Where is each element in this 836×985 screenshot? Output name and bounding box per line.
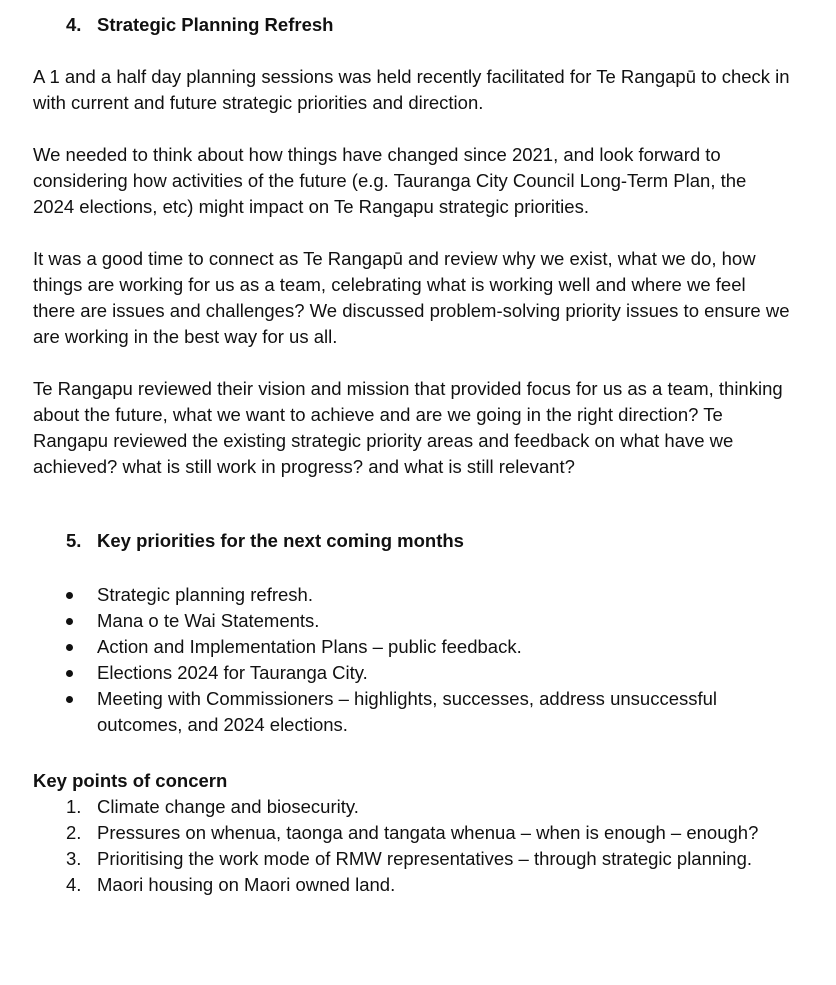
- paragraph-planning-sessions: [33, 64, 833, 116]
- list-item-text: Strategic planning refresh.: [97, 584, 313, 605]
- list-item-number: 2.: [66, 822, 82, 843]
- list-item: [66, 872, 758, 898]
- list-item: [66, 846, 758, 872]
- paragraph-line: are working in the best way for us all.: [33, 326, 338, 347]
- bullet-icon: [66, 644, 73, 651]
- list-item-text: Climate change and biosecurity.: [97, 796, 359, 817]
- bullet-icon: [66, 696, 73, 703]
- section-5-number: 5.: [66, 530, 82, 551]
- priorities-list: [62, 582, 717, 738]
- concerns-heading: Key points of concern: [33, 770, 228, 791]
- paragraph-line: Te Rangapu reviewed their vision and mission that provided focus for us as a team, thinking: [33, 378, 783, 399]
- bullet-icon: [66, 618, 73, 625]
- list-item: [62, 608, 717, 634]
- list-item-number: 4.: [66, 874, 82, 895]
- bullet-icon: [66, 670, 73, 677]
- list-item-text: Mana o te Wai Statements.: [97, 610, 320, 631]
- paragraph-line: achieved? what is still work in progress? and what is still relevant?: [33, 456, 575, 477]
- list-item-number: 3.: [66, 848, 82, 869]
- list-item: [66, 820, 758, 846]
- list-item-text: Prioritising the work mode of RMW representatives – through strategic planning.: [97, 848, 752, 869]
- paragraph-line: Rangapu reviewed the existing strategic priority areas and feedback on what have we: [33, 430, 734, 451]
- section-5-heading: [66, 528, 464, 554]
- paragraph-line: things are working for us as a team, celebrating what is working well and where we feel: [33, 274, 746, 295]
- section-4-heading: [66, 12, 333, 38]
- list-item: [62, 582, 717, 608]
- paragraph-line: there are issues and challenges? We discussed problem-solving priority issues to ensure we: [33, 300, 790, 321]
- paragraph-changes-since-2021: [33, 142, 833, 220]
- paragraph-line: with current and future strategic priorities and direction.: [33, 92, 484, 113]
- paragraph-line: 2024 elections, etc) might impact on Te Rangapu strategic priorities.: [33, 196, 589, 217]
- concerns-list: [66, 794, 758, 898]
- paragraph-line: We needed to think about how things have changed since 2021, and look forward to: [33, 144, 721, 165]
- list-item-text: Pressures on whenua, taonga and tangata whenua – when is enough – enough?: [97, 822, 759, 843]
- paragraph-line: considering how activities of the future (e.g. Tauranga City Council Long-Term Plan, the: [33, 170, 747, 191]
- paragraph-vision-mission: [33, 376, 833, 480]
- list-item-text: Maori housing on Maori owned land.: [97, 874, 396, 895]
- paragraph-line: about the future, what we want to achieve and are we going in the right direction? Te: [33, 404, 723, 425]
- list-item-number: 1.: [66, 796, 82, 817]
- list-item-text: Elections 2024 for Tauranga City.: [97, 662, 368, 683]
- list-item: [66, 794, 758, 820]
- bullet-icon: [66, 592, 73, 599]
- list-item-text: Meeting with Commissioners – highlights, successes, address unsuccessful: [97, 688, 718, 709]
- list-item: [62, 634, 717, 660]
- paragraph-line: A 1 and a half day planning sessions was held recently facilitated for Te Rangapū to check in: [33, 66, 790, 87]
- section-4-number: 4.: [66, 14, 82, 35]
- paragraph-connect-review: [33, 246, 833, 350]
- list-item-text: outcomes, and 2024 elections.: [97, 714, 348, 735]
- paragraph-line: It was a good time to connect as Te Rangapū and review why we exist, what we do, how: [33, 248, 756, 269]
- section-5-title: Key priorities for the next coming months: [97, 530, 464, 551]
- list-item-text: Action and Implementation Plans – public feedback.: [97, 636, 522, 657]
- list-item: [62, 660, 717, 686]
- section-4-title: Strategic Planning Refresh: [97, 14, 334, 35]
- list-item: [62, 686, 717, 738]
